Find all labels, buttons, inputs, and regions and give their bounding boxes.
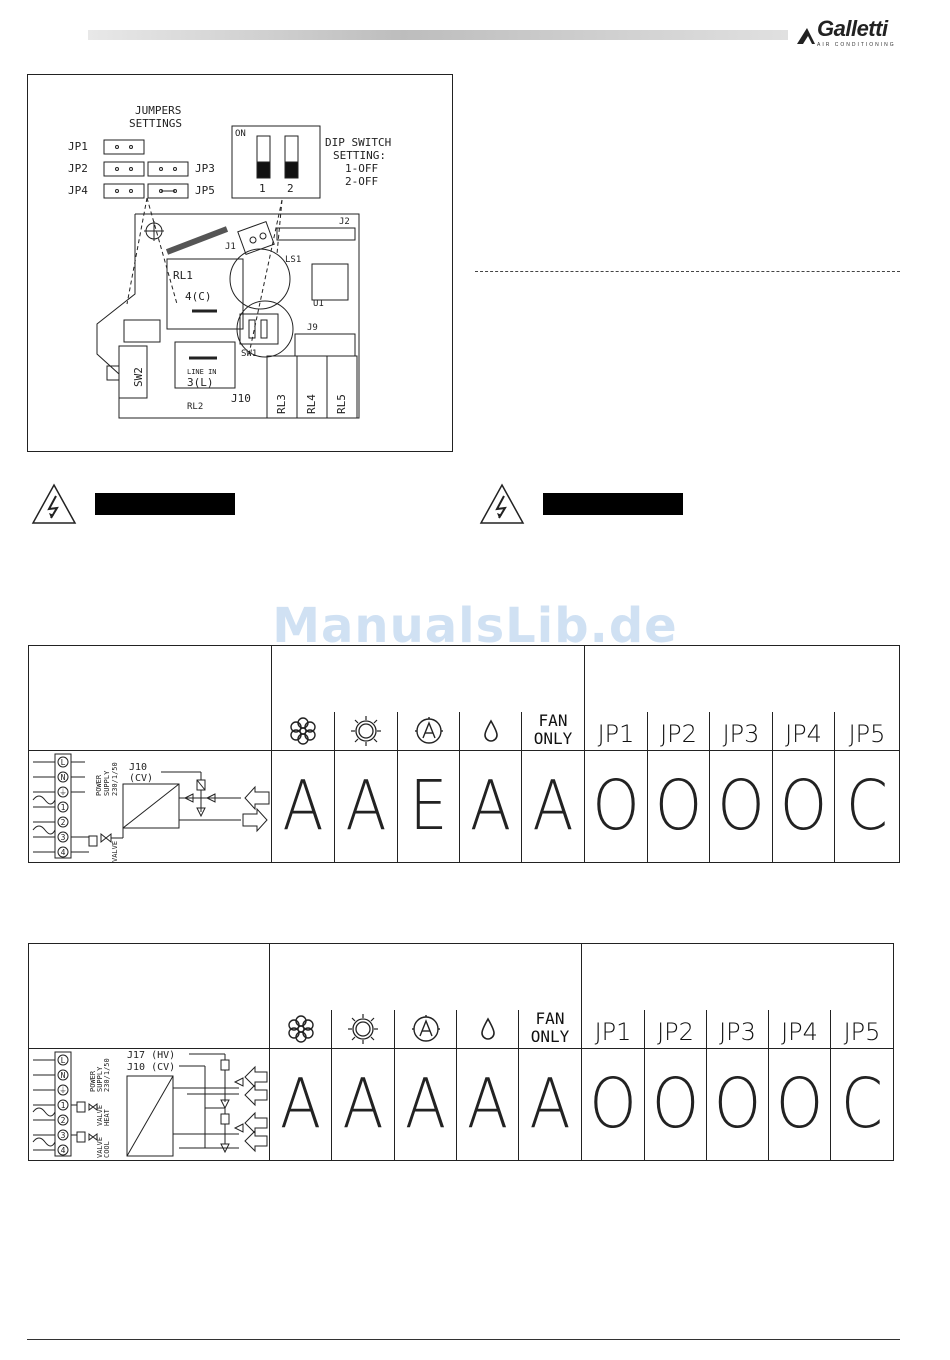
wiring-diagram-2	[29, 1048, 269, 1160]
voltage-label: 230/1/50	[103, 1058, 111, 1092]
wiring-diagram-1	[29, 750, 271, 862]
sw2-label: SW2	[132, 367, 145, 387]
terminal-2: 2	[60, 1116, 66, 1125]
rl2-label: RL2	[187, 402, 204, 412]
value-cell: C	[841, 1063, 883, 1145]
terminal-ground: ⏚	[59, 788, 67, 797]
line-in-label: LINE IN	[187, 368, 217, 376]
jp5-header: JP5	[848, 720, 886, 748]
jp2-label: JP2	[68, 162, 88, 175]
j10-label: J10 (CV)	[127, 1062, 176, 1073]
jp5-label: JP5	[195, 184, 215, 197]
terminal-4: 4	[60, 1146, 66, 1155]
jp2-header: JP2	[660, 720, 697, 748]
dip-title-3: 1-OFF	[345, 162, 379, 175]
supply-label: SUPPLY	[103, 770, 111, 796]
jp4-header: JP4	[781, 1018, 818, 1046]
j17-label: J17 (HV)	[127, 1050, 176, 1061]
jp3-header: JP3	[719, 1018, 756, 1046]
value-cell: A	[469, 765, 512, 847]
jumpers-title-2: SETTINGS	[129, 117, 182, 130]
j2-label: J2	[339, 217, 350, 227]
only-label: ONLY	[533, 729, 573, 748]
rl1-label: RL1	[173, 269, 193, 282]
board-diagram	[27, 74, 453, 452]
logo-mark-icon	[795, 24, 817, 46]
jumpers-title-1: JUMPERS	[135, 104, 182, 117]
jumper-table-2	[28, 943, 894, 1161]
j10-label: J10	[231, 392, 251, 405]
terminal-3: 3	[60, 833, 66, 842]
dip-title-2: SETTING:	[333, 149, 386, 162]
fan-label: FAN	[538, 711, 568, 730]
power-label: POWER	[89, 1070, 97, 1092]
jp2-header: JP2	[657, 1018, 694, 1046]
electric-hazard-icon	[478, 482, 526, 526]
warning-label-box	[95, 493, 235, 515]
only-label: ONLY	[530, 1027, 570, 1046]
line-sub-label: 3(L)	[187, 376, 214, 389]
jp1-label: JP1	[68, 140, 88, 153]
supply-label: SUPPLY	[96, 1066, 104, 1092]
sw1-label: SW1	[241, 349, 258, 359]
value-cell: O	[589, 1063, 637, 1145]
ls1-label: LS1	[285, 255, 302, 265]
value-cell: O	[779, 765, 828, 847]
voltage-label: 230/1/50	[111, 762, 119, 796]
dip-number-2: 2	[287, 182, 294, 195]
value-cell: O	[651, 1063, 700, 1145]
terminal-4: 4	[60, 848, 66, 857]
dip-number-1: 1	[259, 182, 266, 195]
terminal-1: 1	[60, 803, 66, 812]
terminal-ground: ⏚	[59, 1086, 67, 1095]
jp4-header: JP4	[785, 720, 822, 748]
value-cell: A	[466, 1063, 509, 1145]
value-cell: O	[713, 1063, 762, 1145]
value-cell: O	[592, 765, 640, 847]
valve-label: VALVE	[111, 840, 119, 862]
value-cell: O	[654, 765, 703, 847]
brand-name: Galletti	[817, 16, 888, 41]
value-cell: A	[279, 1063, 322, 1145]
terminal-l: L	[60, 1056, 66, 1065]
value-cell: A	[404, 1063, 447, 1145]
u1-label: U1	[313, 299, 324, 309]
valve-heat-label-2: HEAT	[103, 1109, 111, 1126]
value-cell: A	[529, 1063, 571, 1145]
jp5-header: JP5	[843, 1018, 881, 1046]
jp4-label: JP4	[68, 184, 88, 197]
jp3-label: JP3	[195, 162, 215, 175]
warning-label-box	[543, 493, 683, 515]
jp1-header: JP1	[597, 720, 635, 748]
value-cell: O	[775, 1063, 824, 1145]
power-label: POWER	[95, 774, 103, 796]
terminal-3: 3	[60, 1131, 66, 1140]
dip-title-4: 2-OFF	[345, 175, 379, 188]
value-cell: E	[409, 765, 448, 847]
terminal-n: N	[60, 1071, 66, 1080]
valve-heat-label-1: VALVE	[96, 1104, 104, 1126]
valve-cool-label-2: COOL	[103, 1141, 111, 1158]
jumper-table-1	[28, 645, 900, 863]
value-cell: O	[717, 765, 765, 847]
jp3-header: JP3	[722, 720, 760, 748]
valve-cool-label-1: VALVE	[96, 1136, 104, 1158]
value-cell: A	[532, 765, 574, 847]
value-cell: A	[345, 765, 387, 847]
terminal-n: N	[60, 773, 66, 782]
footer-rule	[27, 1339, 900, 1340]
fan-label: FAN	[535, 1009, 565, 1028]
j1-label: J1	[225, 242, 236, 252]
value-cell: C	[846, 765, 888, 847]
j9-label: J9	[307, 323, 318, 333]
rl4-label: RL4	[305, 394, 318, 414]
jp1-header: JP1	[594, 1018, 632, 1046]
value-cell: A	[342, 1063, 384, 1145]
rl5-label: RL5	[335, 394, 348, 414]
terminal-1: 1	[60, 1101, 66, 1110]
rl3-label: RL3	[275, 394, 288, 414]
watermark: ManualsLib.de	[272, 598, 678, 654]
j10-label: J10	[129, 762, 148, 773]
galletti-logo	[795, 14, 915, 54]
section-divider	[475, 271, 900, 272]
terminal-l: L	[60, 758, 66, 767]
header-bar	[88, 30, 788, 40]
dip-on-label: ON	[235, 129, 246, 139]
value-cell: A	[282, 765, 324, 847]
cv-label: (CV)	[129, 773, 154, 784]
electric-hazard-icon	[30, 482, 78, 526]
dip-title-1: DIP SWITCH	[325, 136, 392, 149]
terminal-2: 2	[60, 818, 66, 827]
rl1-sub-label: 4(C)	[185, 290, 212, 303]
brand-subtitle: AIR CONDITIONING	[817, 42, 896, 48]
